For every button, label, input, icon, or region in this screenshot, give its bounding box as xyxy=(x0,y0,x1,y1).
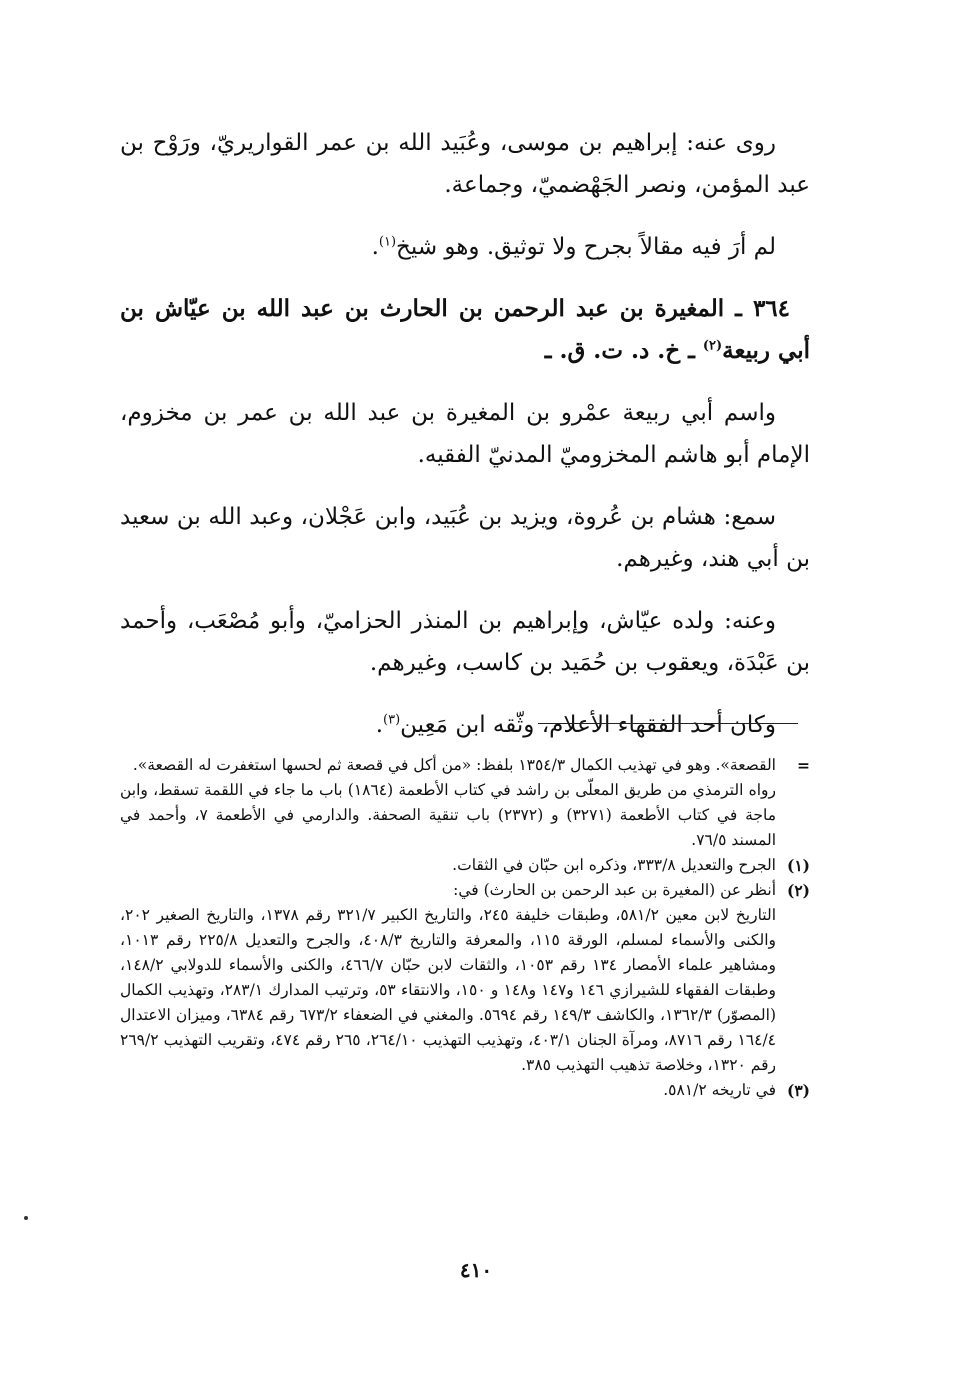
narrators-paragraph: روى عنه: إبراهيم بن موسى، وعُبَيد الله بن عمر القواريريّ، ورَوْح بن عبد المؤمن، ونصر الجَهْضميّ، وجماعة. xyxy=(120,130,810,198)
footnote-ref-2: (٢) xyxy=(702,338,723,354)
footnote-separator xyxy=(538,723,798,724)
students-paragraph: وعنه: ولده عيّاش، وإبراهيم بن المنذر الحزاميّ، وأبو مُصْعَب، وأحمد بن عَبْدَة، ويعقوب بن حُمَيد بن كاسب، وغيرهم. xyxy=(120,608,810,676)
footnote-continuation: = القصعة». وهو في تهذيب الكمال ١٣٥٤/٣ بلفظ: «من أكل في قصعة ثم لحسها استغفرت له القصعة». xyxy=(120,753,810,778)
page-number: ٤١٠ xyxy=(459,1258,493,1282)
lineage-paragraph: واسم أبي ربيعة عمْرو بن المغيرة بن عبد الله بن عمر بن مخزوم، الإمام أبو هاشم المخزوميّ المدنيّ الفقيه. xyxy=(120,400,810,468)
footnote-1: (١) الجرح والتعديل ٣٣٣/٨، وذكره ابن حبّان في الثقات. xyxy=(452,856,810,875)
footnote-3: (٣) في تاريخه ٥٨١/٢. xyxy=(663,1081,810,1100)
footnote-continuation-2: رواه الترمذي من طريق المعلّى بن راشد في كتاب الأطعمة (١٨٦٤) باب ما جاء في اللقمة تسقط، وابن ماجة في كتاب الأطعمة (٣٢٧١) و (٢٣٧٢) باب تنقية الصحفة. والدارمي في الأطعمة ٧، وأحمد في المسند ٧٦/٥. xyxy=(120,781,777,849)
footnote-ref-3: (٣) xyxy=(383,712,401,728)
footnote-2: (٢) أنظر عن (المغيرة بن عبد الرحمن بن الحارث) في: xyxy=(453,881,810,900)
footnote-ref-1: (١) xyxy=(378,234,397,250)
evaluation-paragraph: وكان أحد الفقهاء الأعلام، وثّقه ابن مَعِين$^{(٣)}$. xyxy=(375,712,776,738)
entry-heading: ٣٦٤ ـ المغيرة بن عبد الرحمن بن الحارث بن عبد الله بن عيّاش بن أبي ربيعة$^{(٢)}$ ـ خ. د. ت. ق. ـ xyxy=(120,295,810,364)
footnotes xyxy=(120,753,810,1103)
assessment-paragraph: لم أرَ فيه مقالاً بجرح ولا توثيق. وهو شيخ$^{(١)}$. xyxy=(371,234,776,260)
main-text xyxy=(120,122,810,766)
continuation-marker: = xyxy=(797,756,810,775)
scan-speck xyxy=(24,1216,28,1220)
footnote-2-sources: التاريخ لابن معين ٥٨١/٢، وطبقات خليفة ٢٤٥، والتاريخ الكبير ٣٢١/٧ رقم ١٣٧٨، والتاريخ الصغير ٢٠٢، والكنى والأسماء لمسلم، الورقة ١١٥، والمعرفة والتاريخ ٤٠٨/٣، والجرح والتعديل ٢٢٥/٨ رقم ١٠١٣، ومشاهير علماء الأمصار ١٣٤ رقم ١٠٥٣، والثقات لابن حبّان ٤٦٦/٧، والكنى والأسماء للدولابي ١٤٨/٢، وطبقات الفقهاء للشيرازي ١٤٦ و١٤٧ و١٤٨ و ١٥٠، والانتقاء ٥٣، وترتيب المدارك ٢٨٣/١، وتهذيب الكمال (المصوّر) ١٣٦٢/٣، والكاشف ١٤٩/٣ رقم ٥٦٩٤. والمغني في الضعفاء ٦٧٣/٢ رقم ٦٣٨٤، وميزان الاعتدال ١٦٤/٤ رقم ٨٧١٦، ومرآة الجنان ٤٠٣/١، وتهذيب التهذيب ٢٦٤/١٠، ٢٦٥ رقم ٤٧٤، وتقريب التهذيب ٢٦٩/٢ رقم ١٣٢٠، وخلاصة تذهيب التهذيب ٣٨٥. xyxy=(120,906,777,1074)
teachers-paragraph: سمع: هشام بن عُروة، ويزيد بن عُبَيد، وابن عَجْلان، وعبد الله بن سعيد بن أبي هند، وغيرهم. xyxy=(120,504,810,572)
